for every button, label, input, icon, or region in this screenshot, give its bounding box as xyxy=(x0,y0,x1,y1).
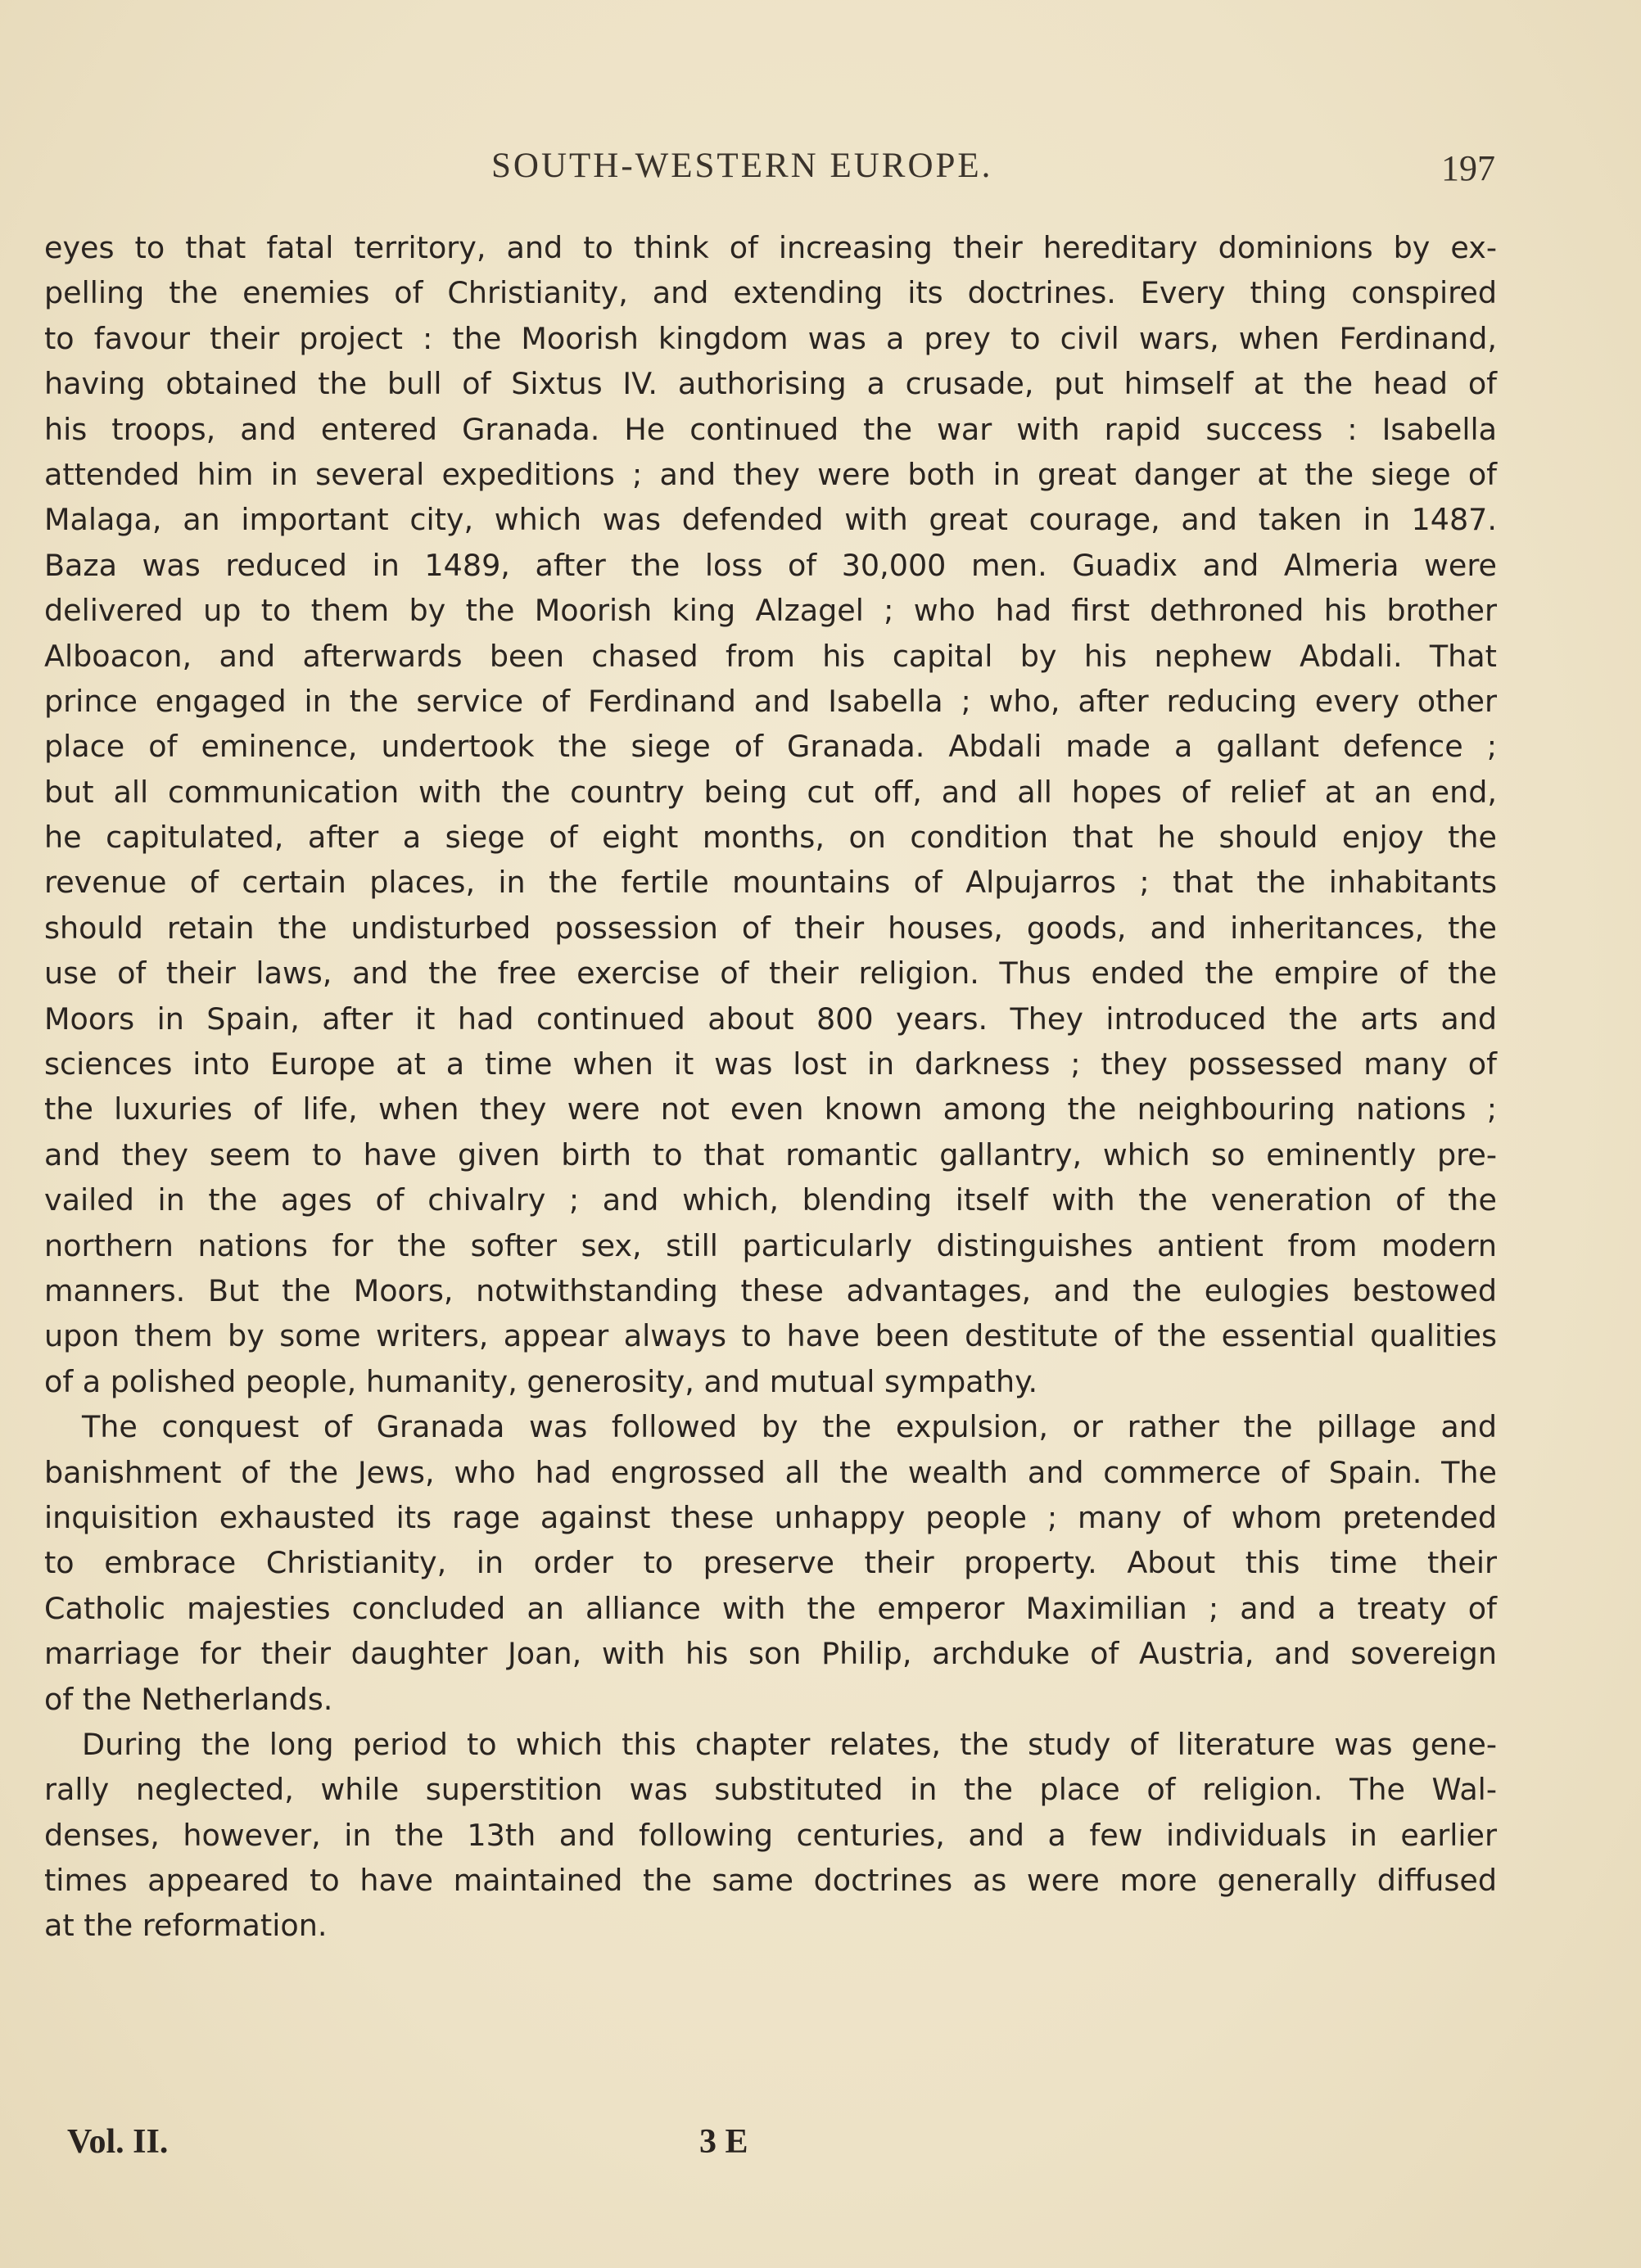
text-line: rally neglected, while superstition was substituted in the place of religion. The Wal- xyxy=(44,1772,1497,1808)
text-line: times appeared to have maintained the same doctrines as were more generally diffused xyxy=(44,1863,1497,1899)
volume-label: Vol. II. xyxy=(67,2123,169,2161)
text-line: vailed in the ages of chivalry ; and which, blending itself with the veneration of the xyxy=(44,1182,1497,1218)
text-line: sciences into Europe at a time when it was lost in darkness ; they possessed many of xyxy=(44,1046,1497,1082)
text-line: he capitulated, after a siege of eight months, on condition that he should enjoy the xyxy=(44,820,1497,856)
text-line: During the long period to which this chapter relates, the study of literature was gene- xyxy=(82,1726,1497,1762)
paragraph xyxy=(44,1722,1497,1949)
text-line: The conquest of Granada was followed by the expulsion, or rather the pillage and xyxy=(82,1409,1497,1445)
text-line: to embrace Christianity, in order to preserve their property. About this time their xyxy=(44,1545,1497,1581)
text-line: Catholic majesties concluded an alliance with the emperor Maximilian ; and a treaty of xyxy=(44,1590,1497,1626)
paragraph xyxy=(44,225,1497,1404)
page-number: 197 xyxy=(1441,148,1495,188)
text-line: his troops, and entered Granada. He continued the war with rapid success : Isabella xyxy=(44,411,1497,447)
page-footer xyxy=(0,2122,1641,2171)
text-line: of the Netherlands. xyxy=(44,1681,333,1717)
running-head xyxy=(0,146,1641,195)
signature-mark: 3 E xyxy=(699,2123,748,2161)
text-line: of a polished people, humanity, generosity, and mutual sympathy. xyxy=(44,1363,1038,1399)
text-line: should retain the undisturbed possession of their houses, goods, and inheritances, the xyxy=(44,910,1497,946)
text-line: delivered up to them by the Moorish king Alzagel ; who had first dethroned his brother xyxy=(44,593,1497,629)
text-line: prince engaged in the service of Ferdinand and Isabella ; who, after reducing every other xyxy=(44,683,1497,719)
text-line: and they seem to have given birth to that romantic gallantry, which so eminently pre- xyxy=(44,1136,1497,1172)
text-line: place of eminence, undertook the siege of Granada. Abdali made a gallant defence ; xyxy=(44,729,1497,765)
text-line: banishment of the Jews, who had engrossed all the wealth and commerce of Spain. The xyxy=(44,1454,1497,1490)
text-line: to favour their project : the Moorish kingdom was a prey to civil wars, when Ferdinand, xyxy=(44,320,1497,356)
text-line: northern nations for the softer sex, still particularly distinguishes antient from modern xyxy=(44,1227,1497,1263)
text-line: denses, however, in the 13th and following centuries, and a few individuals in earlier xyxy=(44,1817,1497,1853)
text-line: pelling the enemies of Christianity, and extending its doctrines. Every thing conspired xyxy=(44,275,1497,311)
text-line: but all communication with the country being cut off, and all hopes of relief at an end, xyxy=(44,774,1497,810)
text-line: Moors in Spain, after it had continued about 800 years. They introduced the arts and xyxy=(44,1001,1497,1037)
text-line: marriage for their daughter Joan, with his son Philip, archduke of Austria, and sovereign xyxy=(44,1636,1497,1672)
text-line: Malaga, an important city, which was defended with great courage, and taken in 1487. xyxy=(44,502,1497,538)
text-line: at the reformation. xyxy=(44,1908,328,1944)
text-line: attended him in several expeditions ; and they were both in great danger at the siege of xyxy=(44,456,1497,492)
running-title: SOUTH-WESTERN EUROPE. xyxy=(491,147,993,185)
paragraphs xyxy=(44,225,1497,1949)
text-line: having obtained the bull of Sixtus IV. authorising a crusade, put himself at the head of xyxy=(44,366,1497,402)
text-line: inquisition exhausted its rage against these unhappy people ; many of whom pretended xyxy=(44,1499,1497,1535)
text-line: eyes to that fatal territory, and to think of increasing their hereditary dominions by ex- xyxy=(44,230,1497,265)
text-line: Alboacon, and afterwards been chased from his capital by his nephew Abdali. That xyxy=(44,638,1497,674)
text-line: use of their laws, and the free exercise of their religion. Thus ended the empire of the xyxy=(44,956,1497,992)
text-line: manners. But the Moors, notwithstanding these advantages, and the eulogies bestowed xyxy=(44,1272,1497,1308)
paragraph xyxy=(44,1404,1497,1722)
body-text xyxy=(44,225,1497,1949)
text-line: upon them by some writers, appear always to have been destitute of the essential qualities xyxy=(44,1318,1497,1354)
text-line: Baza was reduced in 1489, after the loss of 30,000 men. Guadix and Almeria were xyxy=(44,547,1497,583)
text-line: the luxuries of life, when they were not even known among the neighbouring nations ; xyxy=(44,1091,1497,1127)
text-line: revenue of certain places, in the fertile mountains of Alpujarros ; that the inhabitants xyxy=(44,865,1497,901)
